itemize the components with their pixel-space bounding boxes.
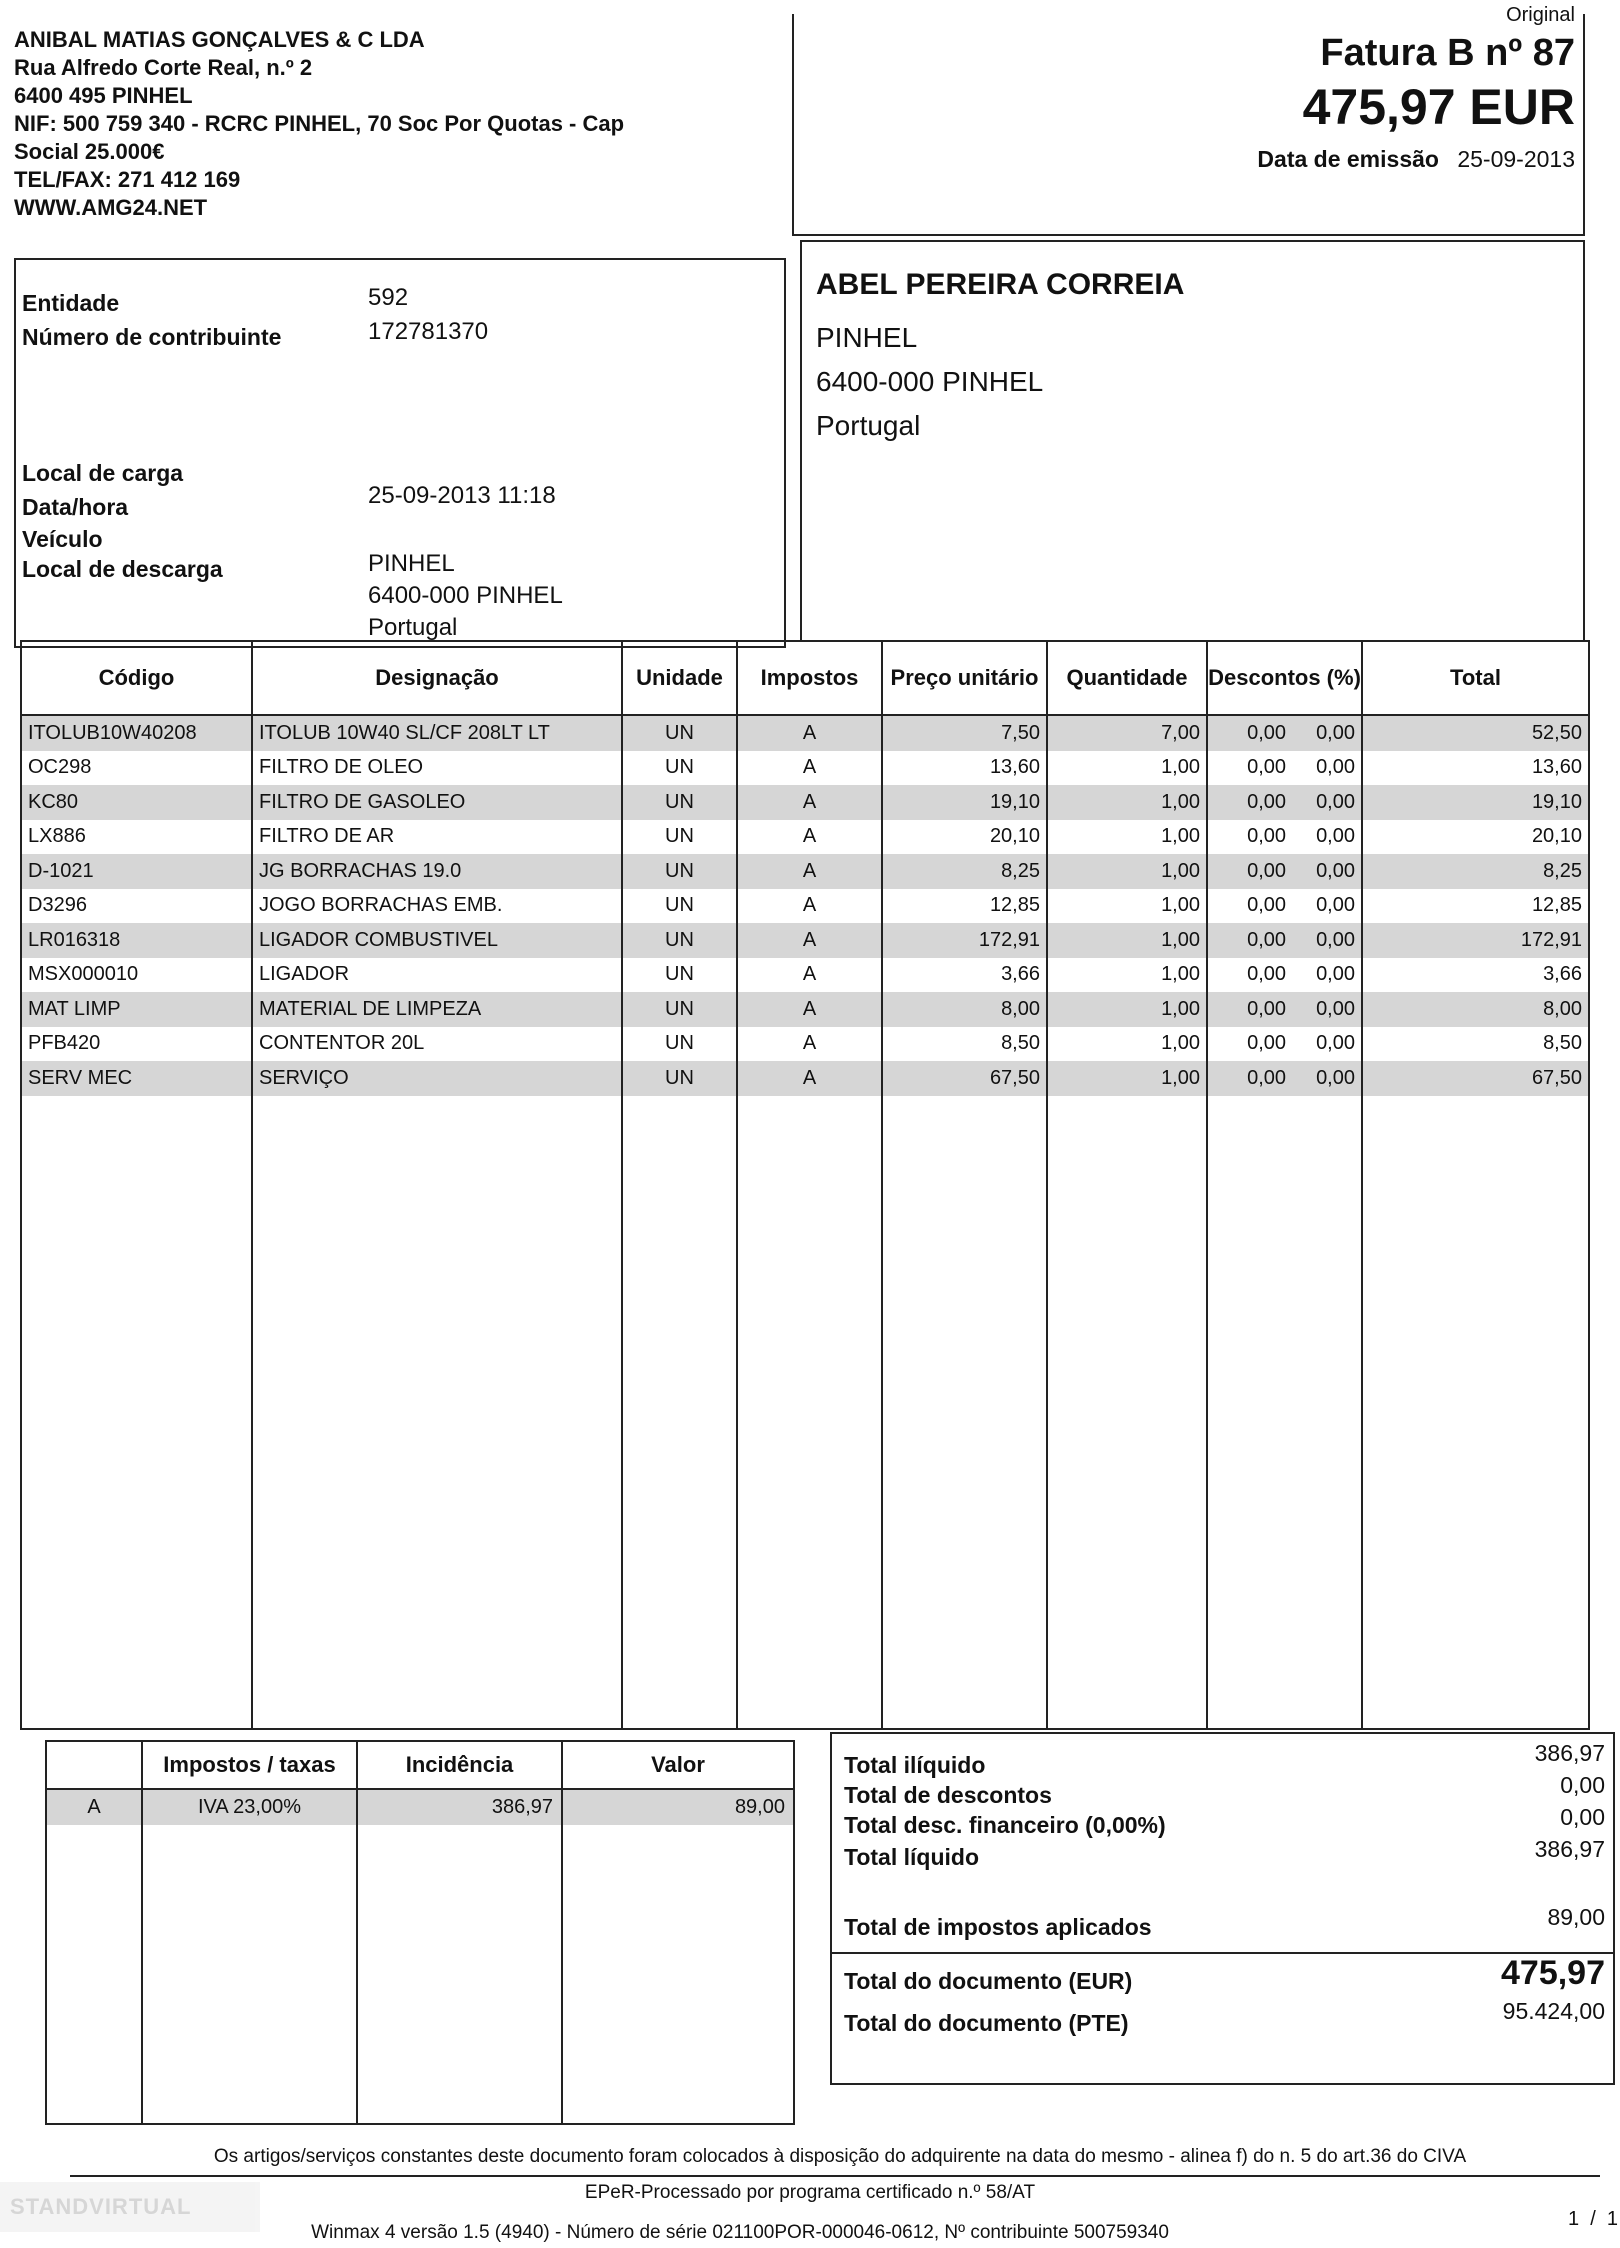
page-number: 1 / 1 [1567, 2208, 1618, 2230]
totals-box [830, 1732, 1615, 2085]
item-description: FILTRO DE AR [252, 820, 622, 855]
item-discount-1: 0,00 [1247, 859, 1287, 882]
customer-city: PINHEL [816, 322, 918, 353]
total-liquido: 386,97 [1534, 1836, 1605, 1862]
item-price: 67,50 [882, 1061, 1047, 1096]
item-description: SERVIÇO [252, 1061, 622, 1096]
item-tax: A [737, 854, 882, 889]
item-discounts [1207, 958, 1362, 993]
item-price: 172,91 [882, 923, 1047, 958]
item-unit: UN [622, 751, 737, 786]
watermark-text: STANDVIRTUAL [10, 2194, 192, 2219]
entidade-value: 592 [368, 284, 409, 311]
item-total: 8,25 [1362, 854, 1588, 889]
tax-incidence: 386,97 [357, 1789, 562, 1825]
item-discounts [1207, 1061, 1362, 1096]
item-quantity: 1,00 [1047, 820, 1207, 855]
invoice-title: Fatura B nº 87 [1320, 32, 1575, 74]
nif-label: Número de contribuinte [22, 324, 282, 350]
item-quantity: 1,00 [1047, 785, 1207, 820]
item-discount-1: 0,00 [1247, 721, 1287, 744]
tax-header-value: Valor [562, 1742, 793, 1789]
item-discounts [1207, 820, 1362, 855]
item-unit: UN [622, 923, 737, 958]
header-codigo: Código [22, 642, 252, 715]
item-price: 8,00 [882, 992, 1047, 1027]
item-description: FILTRO DE GASOLEO [252, 785, 622, 820]
company-phone: TEL/FAX: 271 412 169 [14, 167, 241, 192]
item-quantity: 1,00 [1047, 923, 1207, 958]
item-discount-2: 0,00 [1316, 928, 1355, 951]
item-description: CONTENTOR 20L [252, 1027, 622, 1062]
invoice-date-row [1257, 146, 1575, 173]
footer-note: Os artigos/serviços constantes deste documento foram colocados à disposição do adquirente na data do mesmo - alinea f) do n. 5 do art.36 do CIVA [213, 2146, 1467, 2167]
item-discount-2: 0,00 [1316, 825, 1355, 848]
item-discount-2: 0,00 [1316, 721, 1355, 744]
item-code: LR016318 [28, 928, 121, 951]
descarga-line-2: 6400-000 PINHEL [368, 582, 563, 609]
item-quantity: 1,00 [1047, 992, 1207, 1027]
invoice-amount: 475,97 EUR [1302, 79, 1575, 135]
tax-rate: IVA 23,00% [142, 1789, 357, 1825]
invoice-copy-label: Original [1506, 4, 1575, 26]
item-quantity: 1,00 [1047, 751, 1207, 786]
item-price: 8,25 [882, 854, 1047, 889]
veiculo-label: Veículo [22, 526, 103, 552]
item-discount-2: 0,00 [1316, 894, 1355, 917]
descarga-line-3: Portugal [368, 614, 458, 641]
item-quantity: 1,00 [1047, 854, 1207, 889]
tax-row [47, 1789, 793, 1825]
footer-software: Winmax 4 versão 1.5 (4940) - Número de série 021100POR-000046-0612, Nº contribuinte 500759340 [311, 2222, 1169, 2243]
item-code: SERV MEC [28, 1066, 133, 1089]
item-price: 7,50 [882, 715, 1047, 751]
item-code: ITOLUB10W40208 [28, 721, 197, 744]
total-descontos: 0,00 [1560, 1772, 1605, 1798]
company-address: Rua Alfredo Corte Real, n.º 2 [14, 55, 313, 80]
item-price: 19,10 [882, 785, 1047, 820]
item-discount-1: 0,00 [1247, 756, 1287, 779]
total-financeiro-label: Total desc. financeiro (0,00%) [844, 1812, 1166, 1838]
entidade-label: Entidade [22, 290, 120, 316]
header-designacao: Designação [252, 642, 622, 715]
total-doc-eur-label: Total do documento (EUR) [844, 1968, 1133, 1994]
total-financeiro: 0,00 [1560, 1804, 1605, 1830]
item-total: 8,50 [1362, 1027, 1588, 1062]
item-unit: UN [622, 1061, 737, 1096]
table-row [22, 785, 1588, 820]
item-description: LIGADOR [252, 958, 622, 993]
item-tax: A [737, 1061, 882, 1096]
item-discounts [1207, 992, 1362, 1027]
descarga-label: Local de descarga [22, 556, 223, 582]
item-unit: UN [622, 992, 737, 1027]
header-quantidade: Quantidade [1047, 642, 1207, 715]
total-descontos-label: Total de descontos [844, 1782, 1052, 1808]
item-discount-1: 0,00 [1247, 1032, 1287, 1055]
totals-divider [832, 1952, 1613, 1954]
tax-value: 89,00 [562, 1789, 793, 1825]
item-discounts [1207, 751, 1362, 786]
tax-table-frame [45, 1740, 795, 2125]
item-unit: UN [622, 715, 737, 751]
customer-country: Portugal [816, 410, 921, 441]
table-row [22, 958, 1588, 993]
company-name: ANIBAL MATIAS GONÇALVES & C LDA [14, 27, 425, 52]
header-unidade: Unidade [622, 642, 737, 715]
item-discount-2: 0,00 [1316, 1066, 1355, 1089]
item-discount-2: 0,00 [1316, 756, 1355, 779]
item-quantity: 1,00 [1047, 1061, 1207, 1096]
company-web: WWW.AMG24.NET [14, 195, 208, 220]
item-price: 3,66 [882, 958, 1047, 993]
item-discounts [1207, 923, 1362, 958]
invoice-date-label: Data de emissão [1257, 146, 1439, 172]
item-description: LIGADOR COMBUSTIVEL [252, 923, 622, 958]
table-row [22, 923, 1588, 958]
table-row [22, 889, 1588, 924]
item-code: D3296 [28, 894, 87, 917]
total-doc-eur: 475,97 [1501, 1954, 1605, 1992]
item-discount-1: 0,00 [1247, 963, 1287, 986]
tax-header-incidence: Incidência [357, 1742, 562, 1789]
footer-rule [70, 2175, 1600, 2177]
table-row [22, 751, 1588, 786]
tax-code: A [47, 1789, 142, 1825]
header-descontos: Descontos (%) [1207, 642, 1362, 715]
item-discount-2: 0,00 [1316, 963, 1355, 986]
customer-box [800, 240, 1585, 642]
item-code: LX886 [28, 825, 86, 848]
item-tax: A [737, 751, 882, 786]
table-row [22, 715, 1588, 751]
table-row [22, 820, 1588, 855]
company-block [14, 26, 624, 222]
header-impostos: Impostos [737, 642, 882, 715]
entity-box [14, 258, 786, 648]
item-description: JOGO BORRACHAS EMB. [252, 889, 622, 924]
company-nif: NIF: 500 759 340 - RCRC PINHEL, 70 Soc Por Quotas - Cap [14, 111, 625, 136]
total-impostos: 89,00 [1547, 1904, 1605, 1930]
carga-label: Local de carga [22, 460, 184, 486]
item-code: MSX000010 [28, 963, 139, 986]
total-doc-pte: 95.424,00 [1502, 1998, 1605, 2024]
item-description: ITOLUB 10W40 SL/CF 208LT LT [252, 715, 622, 751]
item-quantity: 1,00 [1047, 958, 1207, 993]
nif-value: 172781370 [368, 318, 489, 345]
table-row [22, 1061, 1588, 1096]
item-code: D-1021 [28, 859, 94, 882]
item-unit: UN [622, 854, 737, 889]
item-unit: UN [622, 889, 737, 924]
company-capital: Social 25.000€ [14, 139, 165, 164]
tax-header-taxes: Impostos / taxas [142, 1742, 357, 1789]
table-row [22, 1027, 1588, 1062]
item-quantity: 7,00 [1047, 715, 1207, 751]
footer-cert: EPeR-Processado por programa certificado n.º 58/AT [584, 2182, 1036, 2203]
item-discount-2: 0,00 [1316, 790, 1355, 813]
customer-postal: 6400-000 PINHEL [816, 366, 1044, 397]
item-total: 52,50 [1362, 715, 1588, 751]
item-tax: A [737, 923, 882, 958]
item-tax: A [737, 992, 882, 1027]
item-discounts [1207, 715, 1362, 751]
invoice-date: 25-09-2013 [1457, 146, 1575, 172]
item-description: FILTRO DE OLEO [252, 751, 622, 786]
item-tax: A [737, 785, 882, 820]
item-total: 12,85 [1362, 889, 1588, 924]
item-discount-1: 0,00 [1247, 997, 1287, 1020]
item-code: KC80 [28, 790, 79, 813]
item-unit: UN [622, 1027, 737, 1062]
header-total: Total [1362, 642, 1588, 715]
item-price: 20,10 [882, 820, 1047, 855]
item-unit: UN [622, 820, 737, 855]
item-tax: A [737, 1027, 882, 1062]
item-tax: A [737, 715, 882, 751]
items-table [22, 642, 1588, 1728]
item-price: 8,50 [882, 1027, 1047, 1062]
header-preco: Preço unitário [882, 642, 1047, 715]
item-tax: A [737, 958, 882, 993]
invoice-box [792, 4, 1585, 236]
total-doc-pte-label: Total do documento (PTE) [844, 2010, 1129, 2036]
item-discount-1: 0,00 [1247, 894, 1287, 917]
item-discount-1: 0,00 [1247, 825, 1287, 848]
item-total: 3,66 [1362, 958, 1588, 993]
tax-table [47, 1742, 793, 2123]
total-liquido-label: Total líquido [844, 1844, 979, 1870]
total-iliquido: 386,97 [1534, 1740, 1605, 1766]
tax-header-row [47, 1742, 793, 1789]
item-discounts [1207, 785, 1362, 820]
item-description: MATERIAL DE LIMPEZA [252, 992, 622, 1027]
item-discount-2: 0,00 [1316, 1032, 1355, 1055]
item-description: JG BORRACHAS 19.0 [252, 854, 622, 889]
item-total: 67,50 [1362, 1061, 1588, 1096]
item-discount-1: 0,00 [1247, 928, 1287, 951]
item-discounts [1207, 889, 1362, 924]
item-price: 13,60 [882, 751, 1047, 786]
item-total: 20,10 [1362, 820, 1588, 855]
item-quantity: 1,00 [1047, 889, 1207, 924]
item-price: 12,85 [882, 889, 1047, 924]
item-quantity: 1,00 [1047, 1027, 1207, 1062]
descarga-line-1: PINHEL [368, 550, 455, 577]
item-discounts [1207, 1027, 1362, 1062]
item-discount-1: 0,00 [1247, 790, 1287, 813]
items-header-row [22, 642, 1588, 715]
item-code: PFB420 [28, 1032, 101, 1055]
item-code: MAT LIMP [28, 997, 121, 1020]
item-tax: A [737, 889, 882, 924]
item-tax: A [737, 820, 882, 855]
item-unit: UN [622, 785, 737, 820]
customer-name: ABEL PEREIRA CORREIA [816, 268, 1185, 301]
table-row [22, 992, 1588, 1027]
item-discount-2: 0,00 [1316, 997, 1355, 1020]
datahora-value: 25-09-2013 11:18 [368, 482, 556, 509]
item-total: 19,10 [1362, 785, 1588, 820]
item-total: 172,91 [1362, 923, 1588, 958]
item-code: OC298 [28, 756, 92, 779]
watermark-logo [0, 2182, 260, 2232]
items-body [22, 715, 1588, 1728]
total-impostos-label: Total de impostos aplicados [844, 1914, 1152, 1940]
item-discount-2: 0,00 [1316, 859, 1355, 882]
total-iliquido-label: Total ilíquido [844, 1752, 986, 1778]
item-total: 13,60 [1362, 751, 1588, 786]
datahora-label: Data/hora [22, 494, 129, 520]
table-row [22, 854, 1588, 889]
company-postal: 6400 495 PINHEL [14, 83, 193, 108]
item-unit: UN [622, 958, 737, 993]
item-discount-1: 0,00 [1247, 1066, 1287, 1089]
item-discounts [1207, 854, 1362, 889]
item-total: 8,00 [1362, 992, 1588, 1027]
items-table-frame [20, 640, 1590, 1730]
